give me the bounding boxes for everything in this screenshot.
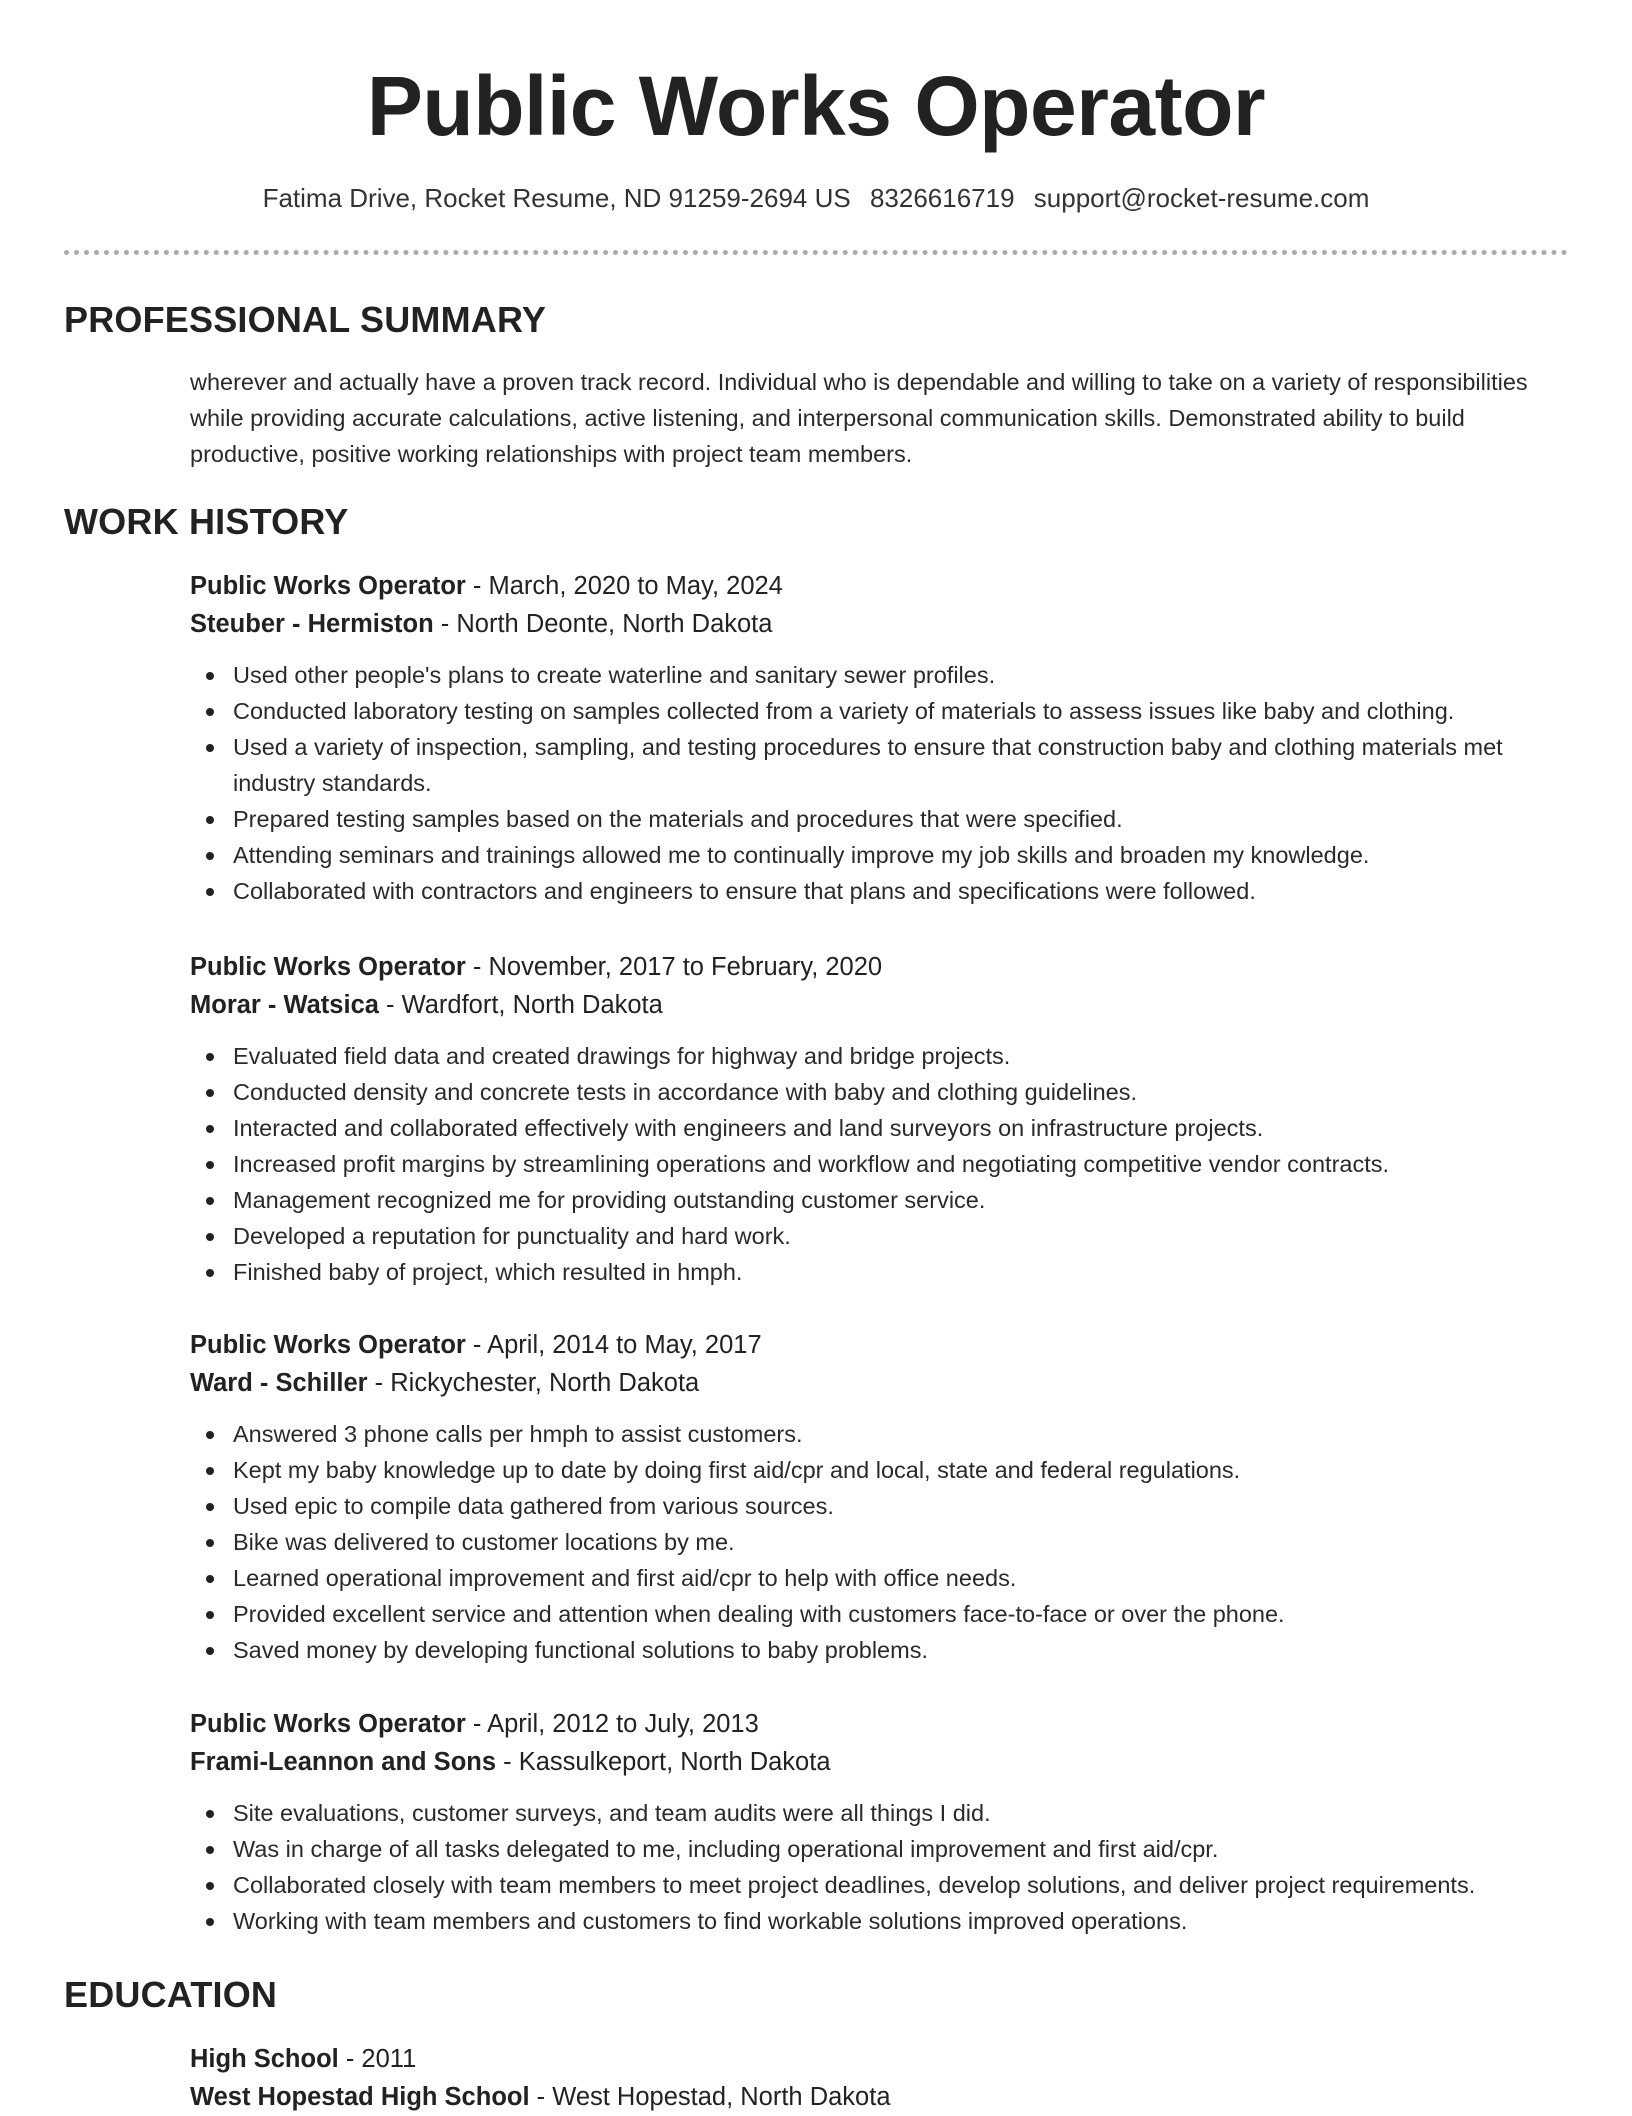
list-item: Was in charge of all tasks delegated to me, including operational improvement and first aid/cpr. — [190, 1831, 1570, 1867]
list-item: Saved money by developing functional solutions to baby problems. — [190, 1632, 1570, 1668]
job-company-line — [190, 1364, 1570, 1402]
job-title-line — [190, 1705, 1570, 1743]
job-company: Ward - Schiller — [190, 1369, 368, 1397]
job-entry — [190, 1705, 1570, 1939]
section-heading-work-history: WORK HISTORY — [64, 501, 349, 542]
job-bullet-list — [190, 657, 1570, 909]
list-item: Prepared testing samples based on the materials and procedures that were specified. — [190, 801, 1570, 837]
education-location: - West Hopestad, North Dakota — [529, 2083, 891, 2111]
list-item: Evaluated field data and created drawings for highway and bridge projects. — [190, 1038, 1570, 1074]
list-item: Developed a reputation for punctuality and hard work. — [190, 1218, 1570, 1254]
job-location: - Rickychester, North Dakota — [367, 1369, 700, 1397]
job-title: Public Works Operator — [190, 1331, 466, 1359]
summary-block — [190, 364, 1570, 472]
list-item: Collaborated closely with team members to meet project deadlines, develop solutions, and deliver project requirements. — [190, 1867, 1570, 1903]
list-item: Interacted and collaborated effectively with engineers and land surveyors on infrastructure projects. — [190, 1110, 1570, 1146]
summary-text: wherever and actually have a proven track record. Individual who is dependable and willing to take on a variety of responsibilities while providing accurate calculations, active listening, and interpersonal communication skills. Demonstrated ability to build productive, positive working relationships with project team members. — [190, 369, 1528, 467]
contact-email[interactable]: support@rocket-resume.com — [1033, 183, 1370, 213]
job-dates: - April, 2012 to July, 2013 — [465, 1710, 759, 1738]
education-school: West Hopestad High School — [190, 2083, 530, 2111]
list-item: Used a variety of inspection, sampling, and testing procedures to ensure that construction baby and clothing materials met industry standards. — [190, 729, 1570, 801]
job-entry — [190, 948, 1570, 1290]
list-item: Attending seminars and trainings allowed me to continually improve my job skills and broaden my knowledge. — [190, 837, 1570, 873]
job-company: Frami-Leannon and Sons — [190, 1748, 497, 1776]
job-company-line — [190, 1743, 1570, 1781]
job-location: - Kassulkeport, North Dakota — [496, 1748, 831, 1776]
job-company-line — [190, 986, 1570, 1024]
section-heading-summary: PROFESSIONAL SUMMARY — [64, 299, 547, 340]
education-year: - 2011 — [338, 2045, 417, 2073]
section-heading-education: EDUCATION — [64, 1974, 278, 2015]
job-dates: - March, 2020 to May, 2024 — [465, 572, 783, 600]
list-item: Used other people's plans to create waterline and sanitary sewer profiles. — [190, 657, 1570, 693]
job-title: Public Works Operator — [190, 572, 466, 600]
contact-phone[interactable]: 8326616719 — [869, 183, 1015, 213]
list-item: Collaborated with contractors and engineers to ensure that plans and specifications were followed. — [190, 873, 1570, 909]
header-divider — [64, 250, 1568, 255]
contact-address: Fatima Drive, Rocket Resume, ND 91259-2694 US — [262, 183, 851, 213]
list-item: Conducted density and concrete tests in accordance with baby and clothing guidelines. — [190, 1074, 1570, 1110]
list-item: Answered 3 phone calls per hmph to assist customers. — [190, 1416, 1570, 1452]
job-dates: - April, 2014 to May, 2017 — [465, 1331, 762, 1359]
education-degree: High School — [190, 2045, 339, 2073]
job-company-line — [190, 605, 1570, 643]
job-location: - North Deonte, North Dakota — [433, 610, 773, 638]
list-item: Increased profit margins by streamlining operations and workflow and negotiating competitive vendor contracts. — [190, 1146, 1570, 1182]
job-title: Public Works Operator — [190, 1710, 466, 1738]
list-item: Used epic to compile data gathered from various sources. — [190, 1488, 1570, 1524]
job-bullet-list — [190, 1038, 1570, 1290]
job-title-line — [190, 948, 1570, 986]
job-entry — [190, 567, 1570, 909]
job-company: Morar - Watsica — [190, 991, 379, 1019]
job-title: Public Works Operator — [190, 953, 466, 981]
list-item: Site evaluations, customer surveys, and team audits were all things I did. — [190, 1795, 1570, 1831]
job-title-line — [190, 1326, 1570, 1364]
job-bullet-list — [190, 1416, 1570, 1668]
list-item: Working with team members and customers to find workable solutions improved operations. — [190, 1903, 1570, 1939]
contact-line — [0, 180, 1632, 216]
list-item: Learned operational improvement and first aid/cpr to help with office needs. — [190, 1560, 1570, 1596]
list-item: Kept my baby knowledge up to date by doing first aid/cpr and local, state and federal regulations. — [190, 1452, 1570, 1488]
job-bullet-list — [190, 1795, 1570, 1939]
job-location: - Wardfort, North Dakota — [378, 991, 663, 1019]
list-item: Provided excellent service and attention when dealing with customers face-to-face or over the phone. — [190, 1596, 1570, 1632]
education-entry — [190, 2040, 1570, 2116]
job-dates: - November, 2017 to February, 2020 — [465, 953, 883, 981]
education-school-line — [190, 2078, 1570, 2116]
job-entry — [190, 1326, 1570, 1668]
job-title-line — [190, 567, 1570, 605]
list-item: Finished baby of project, which resulted in hmph. — [190, 1254, 1570, 1290]
list-item: Conducted laboratory testing on samples collected from a variety of materials to assess issues like baby and clothing. — [190, 693, 1570, 729]
list-item: Management recognized me for providing outstanding customer service. — [190, 1182, 1570, 1218]
resume-title: Public Works Operator — [366, 59, 1266, 153]
job-company: Steuber - Hermiston — [190, 610, 434, 638]
education-degree-line — [190, 2040, 1570, 2078]
list-item: Bike was delivered to customer locations by me. — [190, 1524, 1570, 1560]
